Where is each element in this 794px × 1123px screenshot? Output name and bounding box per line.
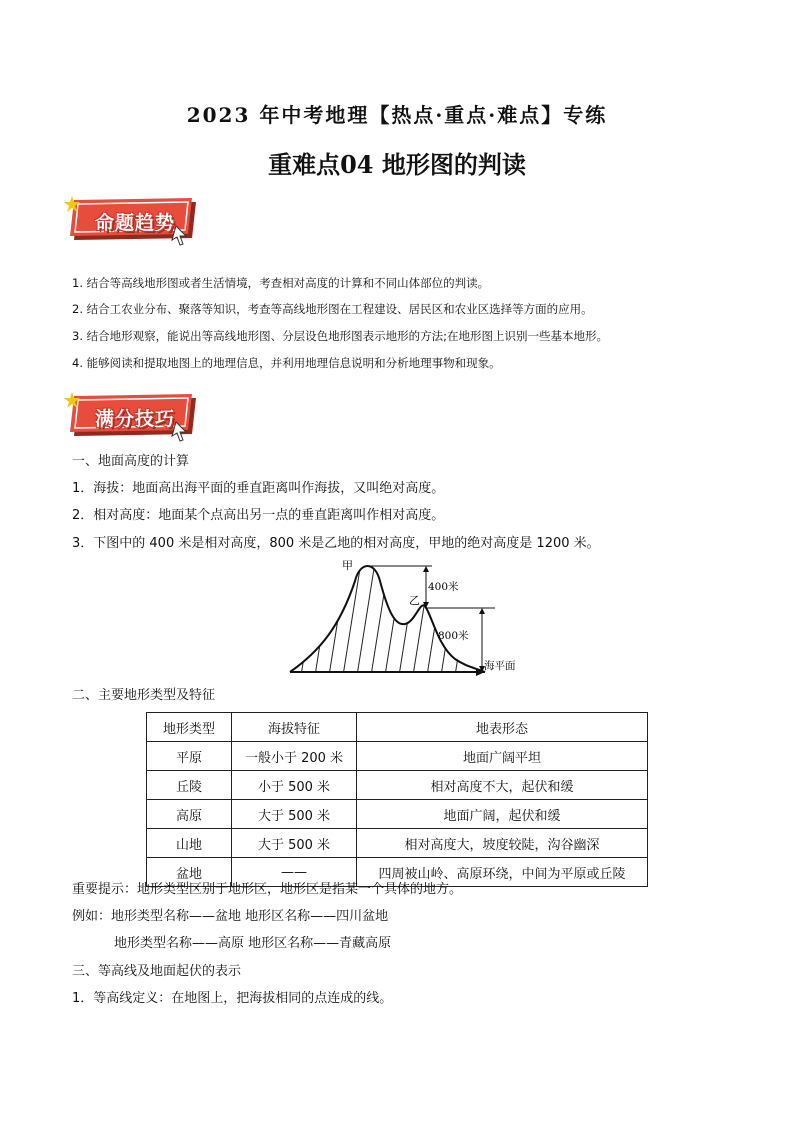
- table-cell: 盆地: [147, 858, 232, 887]
- altitude-diagram: [280, 556, 560, 682]
- body-line: 1．海拔：地面高出海平面的垂直距离叫作海拔，又叫绝对高度。: [72, 481, 445, 496]
- table-cell: 大于 500 米: [232, 829, 357, 858]
- table-cell: 地面广阔，起伏和缓: [357, 800, 648, 829]
- table-cell: ——: [232, 858, 357, 887]
- table-cell: 相对高度不大，起伏和缓: [357, 771, 648, 800]
- label-800: 800米: [438, 630, 469, 642]
- label-sea-level: 海平面: [484, 660, 516, 672]
- document-title: 2023 年中考地理【热点·重点·难点】专练: [186, 103, 608, 127]
- tip-line: 重要提示：地形类型区别于地形区，地形区是指某一个具体的地方。: [72, 882, 463, 897]
- label-jia: 甲: [342, 559, 353, 572]
- example-line: 地形类型名称——高原 地形区名称——青藏高原: [114, 936, 392, 951]
- table-header-row: [147, 713, 648, 742]
- table-cell: 平原: [147, 742, 232, 771]
- section-heading: 一、地面高度的计算: [72, 454, 190, 469]
- table-row: [147, 829, 648, 858]
- body-line: 3．下图中的 400 米是相对高度，800 米是乙地的相对高度，甲地的绝对高度是 1200 米。: [72, 536, 600, 551]
- table-cell: 小于 500 米: [232, 771, 357, 800]
- trend-badge: [64, 194, 204, 250]
- table-cell: 地面广阔平坦: [357, 742, 648, 771]
- table-header: 地表形态: [357, 713, 648, 742]
- skills-badge-label: 满分技巧: [94, 408, 175, 430]
- table-cell: 一般小于 200 米: [232, 742, 357, 771]
- section-heading: 二、主要地形类型及特征: [72, 688, 216, 703]
- table-row: [147, 800, 648, 829]
- table-cell: 高原: [147, 800, 232, 829]
- trend-item: 4. 能够阅读和提取地图上的地理信息，并利用地理信息说明和分析地理事物和现象。: [72, 356, 501, 370]
- table-cell: 相对高度大，坡度较陡，沟谷幽深: [357, 829, 648, 858]
- trend-item: 1. 结合等高线地形图或者生活情境，考查相对高度的计算和不同山体部位的判读。: [72, 276, 490, 290]
- document-subtitle: 重难点04 地形图的判读: [268, 150, 526, 179]
- table-cell: 大于 500 米: [232, 800, 357, 829]
- table-cell: 丘陵: [147, 771, 232, 800]
- body-line: 2．相对高度：地面某个点高出另一点的垂直距离叫作相对高度。: [72, 508, 445, 523]
- trend-badge-label: 命题趋势: [94, 212, 175, 234]
- table-header: 地形类型: [147, 713, 232, 742]
- trend-item: 3. 结合地形观察，能说出等高线地形图、分层设色地形图表示地形的方法;在地形图上识别一些基本地形。: [72, 329, 608, 343]
- label-400: 400米: [428, 581, 459, 593]
- example-line: 例如：地形类型名称——盆地 地形区名称——四川盆地: [72, 909, 389, 924]
- table-row: [147, 742, 648, 771]
- body-line: 1．等高线定义：在地图上，把海拔相同的点连成的线。: [72, 991, 393, 1006]
- label-yi: 乙: [409, 594, 420, 607]
- trend-item: 2. 结合工农业分布、聚落等知识，考查等高线地形图在工程建设、居民区和农业区选择等方面的应用。: [72, 302, 593, 316]
- table-header: 海拔特征: [232, 713, 357, 742]
- section-heading: 三、等高线及地面起伏的表示: [72, 964, 242, 979]
- table-row: [147, 771, 648, 800]
- table-cell: 山地: [147, 829, 232, 858]
- table-cell: 四周被山岭、高原环绕，中间为平原或丘陵: [357, 858, 648, 887]
- landform-table: [146, 712, 648, 887]
- skills-badge: [64, 390, 204, 446]
